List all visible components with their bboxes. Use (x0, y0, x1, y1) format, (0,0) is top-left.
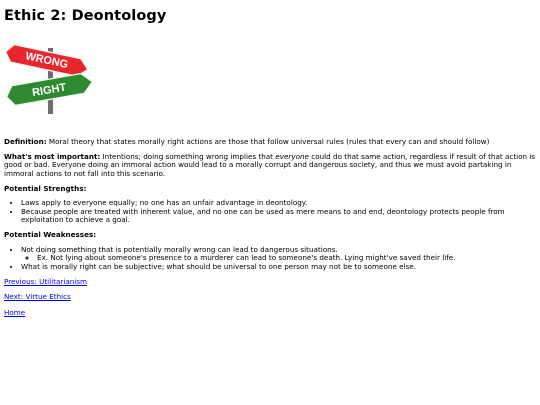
wrong-sign (4, 44, 90, 78)
right-sign-text: RIGHT (31, 81, 68, 100)
important-paragraph (4, 153, 536, 179)
previous-link[interactable]: Previous: Utilitarianism (4, 276, 88, 286)
strength-item-2: • Because people are treated with inherent value, and no one can be used as mere means to and end, deontology protects people from exploitation to achieve a goal. (21, 208, 536, 225)
important-label: What's most important: (4, 151, 101, 161)
definition-label: Definition: (4, 137, 47, 146)
weaknesses-heading: Potential Weaknesses: (4, 230, 97, 240)
strengths-heading: Potential Strengths: (4, 183, 87, 193)
important-text-before: Intentions; doing something wrong implies that (100, 151, 276, 161)
weaknesses-list (4, 246, 536, 272)
page-title: Ethic 2: Deontology (4, 8, 167, 24)
wrong-right-signpost-image (3, 44, 99, 116)
important-text-after: could do that same action, regardless if result of that action is good or bad. Everyone doing an immoral action would lead to a morally corrupt and dangerous society, and thus we must avoid partaking in immoral actions to not fall into this scenario. (4, 151, 536, 178)
strengths-list (4, 199, 536, 225)
content (4, 138, 536, 325)
definition-paragraph (4, 138, 536, 147)
definition-text: Moral theory that states morally right actions are those that follow universal rules (rules that every can and should follow) (46, 137, 490, 146)
weakness-item-1-text: Not doing something that is potentially morally wrong can lead to dangerous situations. (21, 244, 338, 254)
next-link[interactable]: Next: Virtue Ethics (4, 292, 71, 302)
weakness-subitem: ◦ Ex. Not lying about someone's presence to a murderer can lead to someone's death. Lying might've saved their life. (37, 254, 536, 263)
weakness-item-1 (21, 246, 536, 263)
wrong-sign-text: WRONG (24, 50, 70, 72)
important-emphasis: everyone (275, 151, 309, 161)
weakness-item-2: • What is morally right can be subjective; what should be universal to one person may not be to someone else. (21, 263, 536, 272)
strength-item-1: • Laws apply to everyone equally; no one has an unfair advantage in deontology. (21, 199, 536, 208)
home-link[interactable]: Home (4, 307, 26, 317)
